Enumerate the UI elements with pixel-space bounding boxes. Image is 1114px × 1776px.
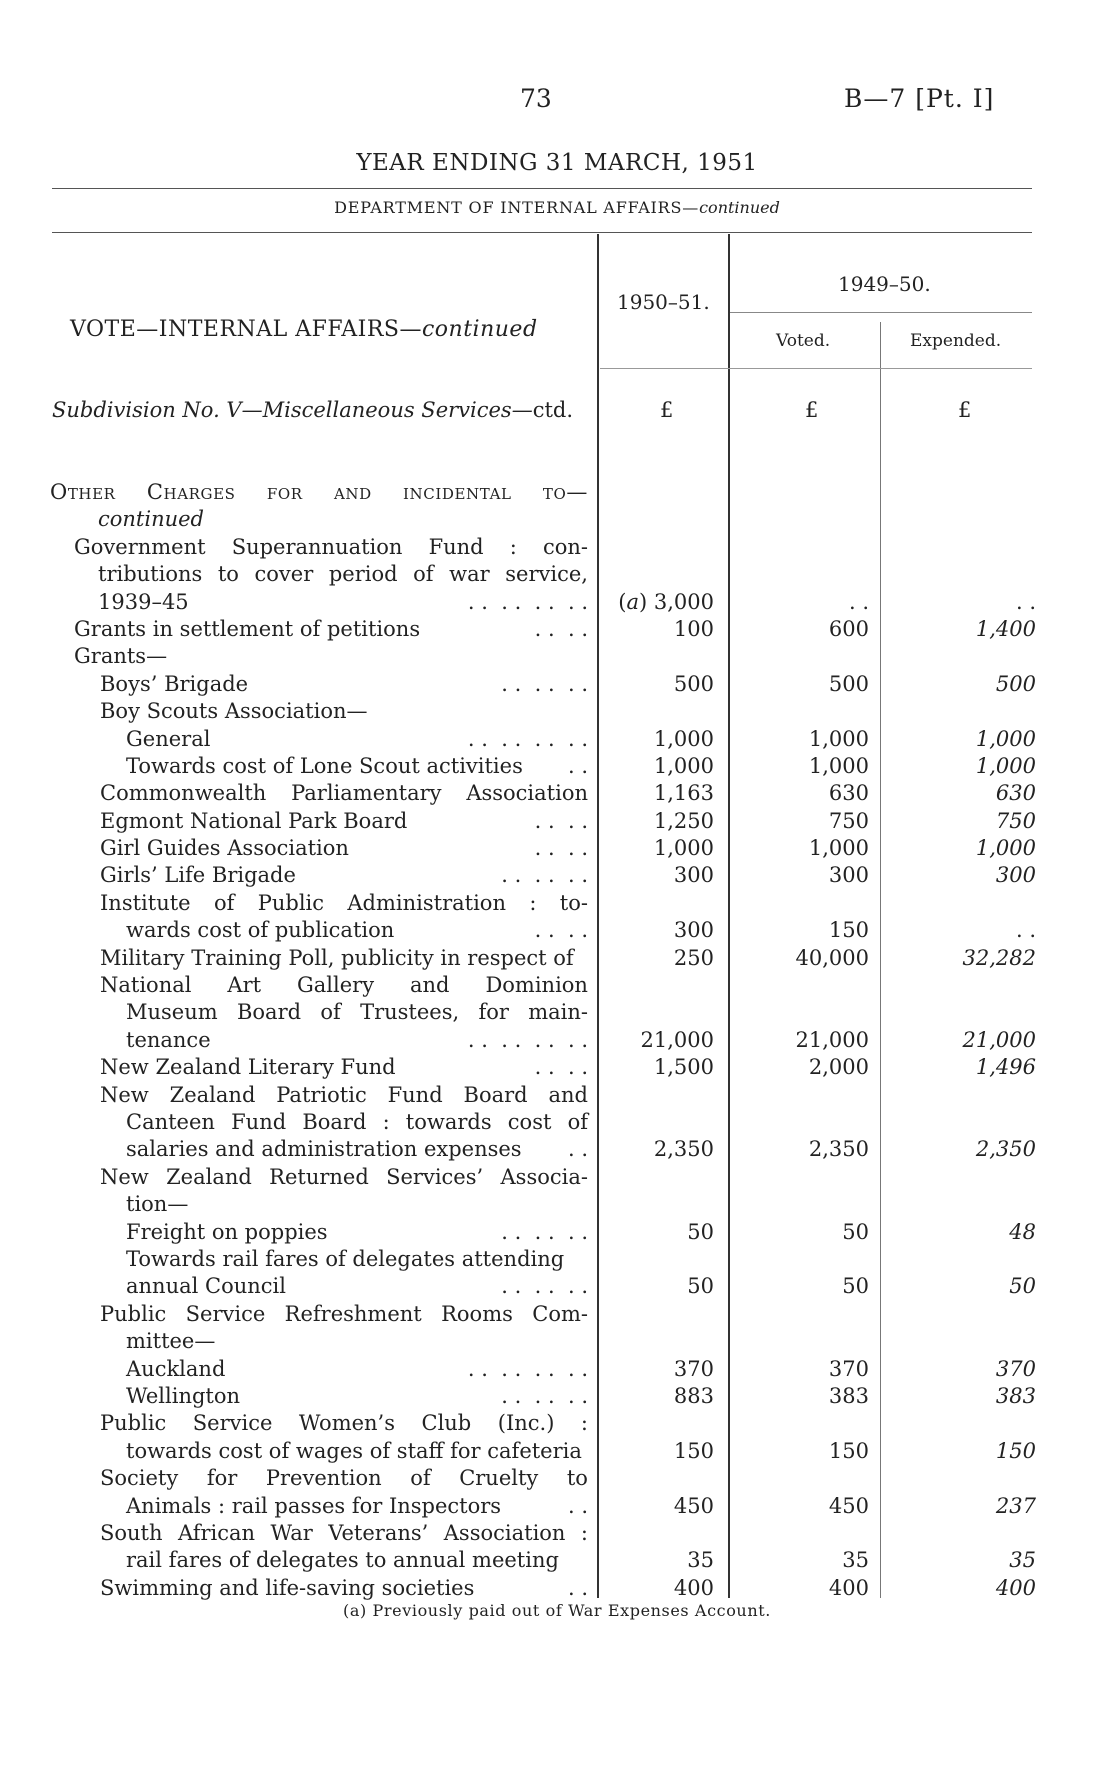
col-header-expended: Expended. [910, 331, 1002, 351]
col-header-voted: Voted. [776, 331, 831, 351]
value-expended: 630 [995, 781, 1036, 805]
value-1950-51: 35 [687, 1548, 714, 1572]
table-row [0, 1357, 1114, 1384]
value-voted: 1,000 [808, 836, 869, 860]
leader-dots: . . . . . . . . [467, 727, 588, 751]
table-row [0, 480, 1114, 507]
table-row [0, 1384, 1114, 1411]
value-voted: 630 [828, 781, 869, 805]
row-label: tenance [126, 1028, 211, 1052]
value-voted: 500 [828, 672, 869, 696]
value-1950-51: 1,000 [653, 836, 714, 860]
table-row [0, 1083, 1114, 1110]
value-1950-51: 500 [673, 672, 714, 696]
table-row [0, 562, 1114, 589]
value-voted: 450 [828, 1494, 869, 1518]
value-expended: 383 [995, 1384, 1036, 1408]
row-label: rail fares of delegates to annual meeting [126, 1548, 559, 1572]
table-row [0, 699, 1114, 726]
table-row [0, 836, 1114, 863]
table-row [0, 891, 1114, 918]
row-label: Boys’ Brigade [100, 672, 249, 696]
value-expended: 1,000 [975, 754, 1036, 778]
table-row [0, 1165, 1114, 1192]
table-row [0, 1466, 1114, 1493]
row-label: Grants in settlement of petitions [74, 617, 421, 641]
value-voted: 600 [828, 617, 869, 641]
department-title: DEPARTMENT OF INTERNAL AFFAIRS—continued [334, 198, 780, 217]
table-row [0, 1576, 1114, 1603]
value-expended: 500 [995, 672, 1036, 696]
row-label: Girls’ Life Brigade [100, 863, 296, 887]
value-1950-51: 450 [673, 1494, 714, 1518]
value-expended: 750 [995, 809, 1036, 833]
table-row [0, 590, 1114, 617]
value-expended: 48 [1009, 1220, 1036, 1244]
document-reference: B—7 [Pt. I] [844, 84, 995, 113]
leader-dots: . . . . [534, 1055, 588, 1079]
table-row [0, 1137, 1114, 1164]
value-voted: 383 [828, 1384, 869, 1408]
value-voted: 35 [842, 1548, 869, 1572]
table-row [0, 1494, 1114, 1521]
row-label: Institute of Public Administration : to- [100, 891, 588, 915]
table-row [0, 754, 1114, 781]
currency-1950: £ [660, 398, 674, 422]
value-1950-51: 300 [673, 918, 714, 942]
value-voted: 150 [828, 918, 869, 942]
row-label: New Zealand Patriotic Fund Board and [100, 1083, 588, 1107]
leader-dots: . . [567, 754, 588, 778]
value-1950-51: 1,163 [653, 781, 714, 805]
value-voted: 1,000 [808, 754, 869, 778]
value-expended: 237 [995, 1494, 1036, 1518]
value-1950-51: 370 [673, 1357, 714, 1381]
row-label: Auckland [126, 1357, 226, 1381]
value-1950-51: 21,000 [640, 1028, 714, 1052]
table-row [0, 1000, 1114, 1027]
value-1950-51: 50 [687, 1220, 714, 1244]
value-1950-51: 1,000 [653, 727, 714, 751]
row-label: Towards cost of Lone Scout activities [126, 754, 523, 778]
row-label: Canteen Fund Board : towards cost of [126, 1110, 588, 1134]
row-label: Swimming and life-saving societies [100, 1576, 475, 1600]
value-1950-51: 250 [673, 946, 714, 970]
value-voted: 300 [828, 863, 869, 887]
value-voted: 750 [828, 809, 869, 833]
value-voted: 2,350 [808, 1137, 869, 1161]
value-1950-51: 883 [673, 1384, 714, 1408]
table-row [0, 1329, 1114, 1356]
value-1950-51: 2,350 [653, 1137, 714, 1161]
table-row [0, 617, 1114, 644]
table-row [0, 946, 1114, 973]
value-voted: 400 [828, 1576, 869, 1600]
row-label: Wellington [126, 1384, 241, 1408]
row-label: towards cost of wages of staff for cafeteria [126, 1439, 582, 1463]
leader-dots: . . . . [534, 918, 588, 942]
row-label: Military Training Poll, publicity in respect of [100, 946, 574, 970]
leader-dots: . . . . . . . . [467, 590, 588, 614]
subheader-rule [730, 312, 1032, 313]
table-row [0, 1274, 1114, 1301]
row-label: National Art Gallery and Dominion [100, 973, 588, 997]
row-label: mittee— [126, 1329, 216, 1353]
row-label: New Zealand Literary Fund [100, 1055, 396, 1079]
table-row [0, 535, 1114, 562]
value-voted: 21,000 [795, 1028, 869, 1052]
value-1950-51: 1,250 [653, 809, 714, 833]
year-title: YEAR ENDING 31 MARCH, 1951 [356, 150, 758, 176]
row-label: Freight on poppies [126, 1220, 328, 1244]
table-row [0, 1055, 1114, 1082]
row-label: Other Charges for and incidental to— [50, 480, 588, 504]
value-1950-51: 1,500 [653, 1055, 714, 1079]
row-label: wards cost of publication [126, 918, 395, 942]
leader-dots: . . [567, 1576, 588, 1600]
row-label: Boy Scouts Association— [100, 699, 368, 723]
row-label: Public Service Women’s Club (Inc.) : [100, 1411, 588, 1435]
value-expended: 2,350 [975, 1137, 1036, 1161]
row-label: annual Council [126, 1274, 286, 1298]
header-rule [52, 232, 1032, 233]
value-expended: 300 [995, 863, 1036, 887]
value-expended: 1,400 [975, 617, 1036, 641]
row-label: Museum Board of Trustees, for main- [126, 1000, 588, 1024]
table-row [0, 863, 1114, 890]
value-voted: 50 [842, 1220, 869, 1244]
currency-voted: £ [805, 398, 819, 422]
leader-dots: . . . . . . [501, 672, 588, 696]
row-label: Society for Prevention of Cruelty to [100, 1466, 588, 1490]
value-voted: 1,000 [808, 727, 869, 751]
value-1950-51: 300 [673, 863, 714, 887]
leader-dots: . . . . . . [501, 863, 588, 887]
table-row [0, 1247, 1114, 1274]
table-row [0, 809, 1114, 836]
row-label: Girl Guides Association [100, 836, 349, 860]
table-row [0, 1110, 1114, 1137]
value-1950-51: 100 [673, 617, 714, 641]
row-label: General [126, 727, 211, 751]
column-head-rule [600, 368, 1032, 369]
col-header-1950: 1950–51. [617, 290, 710, 314]
row-label: Egmont National Park Board [100, 809, 408, 833]
leader-dots: . . . . [534, 809, 588, 833]
value-expended: 50 [1009, 1274, 1036, 1298]
row-label: Public Service Refreshment Rooms Com- [100, 1302, 588, 1326]
leader-dots: . . . . [534, 836, 588, 860]
row-label: continued [98, 507, 205, 531]
value-1950-51: (a) 3,000 [618, 590, 714, 614]
value-expended: 32,282 [962, 946, 1036, 970]
row-label: salaries and administration expenses [126, 1137, 522, 1161]
value-voted: 40,000 [795, 946, 869, 970]
row-label: Animals : rail passes for Inspectors [126, 1494, 502, 1518]
value-voted: 2,000 [808, 1055, 869, 1079]
table-row [0, 727, 1114, 754]
table-row [0, 1028, 1114, 1055]
table-row [0, 1439, 1114, 1466]
currency-expended: £ [958, 398, 972, 422]
table-row [0, 507, 1114, 534]
value-voted: . . [848, 590, 869, 614]
value-expended: 1,496 [975, 1055, 1036, 1079]
leader-dots: . . . . . . . . [467, 1357, 588, 1381]
value-1950-51: 1,000 [653, 754, 714, 778]
table-row [0, 1192, 1114, 1219]
value-expended: 150 [995, 1439, 1036, 1463]
value-voted: 150 [828, 1439, 869, 1463]
value-expended: 400 [995, 1576, 1036, 1600]
col-header-1949: 1949–50. [838, 272, 931, 296]
value-expended: . . [1015, 590, 1036, 614]
value-expended: 1,000 [975, 727, 1036, 751]
row-label: Government Superannuation Fund : con- [74, 535, 588, 559]
value-expended: 1,000 [975, 836, 1036, 860]
row-label: tion— [126, 1192, 189, 1216]
vote-title: VOTE—INTERNAL AFFAIRS—continued [70, 317, 538, 342]
leader-dots: . . . . [534, 617, 588, 641]
value-1950-51: 50 [687, 1274, 714, 1298]
leader-dots: . . [567, 1137, 588, 1161]
row-label: Grants— [74, 644, 168, 668]
table-row [0, 918, 1114, 945]
footnote: (a) Previously paid out of War Expenses Account. [343, 1601, 771, 1620]
leader-dots: . . . . . . [501, 1274, 588, 1298]
value-expended: 35 [1009, 1548, 1036, 1572]
value-1950-51: 400 [673, 1576, 714, 1600]
row-label: Commonwealth Parliamentary Association [100, 781, 588, 805]
table-row [0, 973, 1114, 1000]
row-label: South African War Veterans’ Association : [100, 1521, 588, 1545]
value-expended: 21,000 [962, 1028, 1036, 1052]
value-expended: . . [1015, 918, 1036, 942]
page-number: 73 [520, 84, 552, 113]
table-row [0, 1548, 1114, 1575]
leader-dots: . . . . . . [501, 1384, 588, 1408]
value-expended: 370 [995, 1357, 1036, 1381]
leader-dots: . . . . . . . . [467, 1028, 588, 1052]
table-row [0, 672, 1114, 699]
table-row [0, 1302, 1114, 1329]
table-row [0, 781, 1114, 808]
leader-dots: . . . . . . [501, 1220, 588, 1244]
table-row [0, 644, 1114, 671]
row-label: New Zealand Returned Services’ Associa- [100, 1165, 588, 1189]
row-label: tributions to cover period of war service, [98, 562, 588, 586]
table-row [0, 1521, 1114, 1548]
value-voted: 370 [828, 1357, 869, 1381]
table-row [0, 1411, 1114, 1438]
leader-dots: . . [567, 1494, 588, 1518]
table-row [0, 1220, 1114, 1247]
row-label: Towards rail fares of delegates attending [126, 1247, 565, 1271]
row-label: 1939–45 [98, 590, 189, 614]
subdivision-heading: Subdivision No. V—Miscellaneous Services—ctd. [52, 398, 574, 422]
value-1950-51: 150 [673, 1439, 714, 1463]
value-voted: 50 [842, 1274, 869, 1298]
top-rule [52, 188, 1032, 189]
